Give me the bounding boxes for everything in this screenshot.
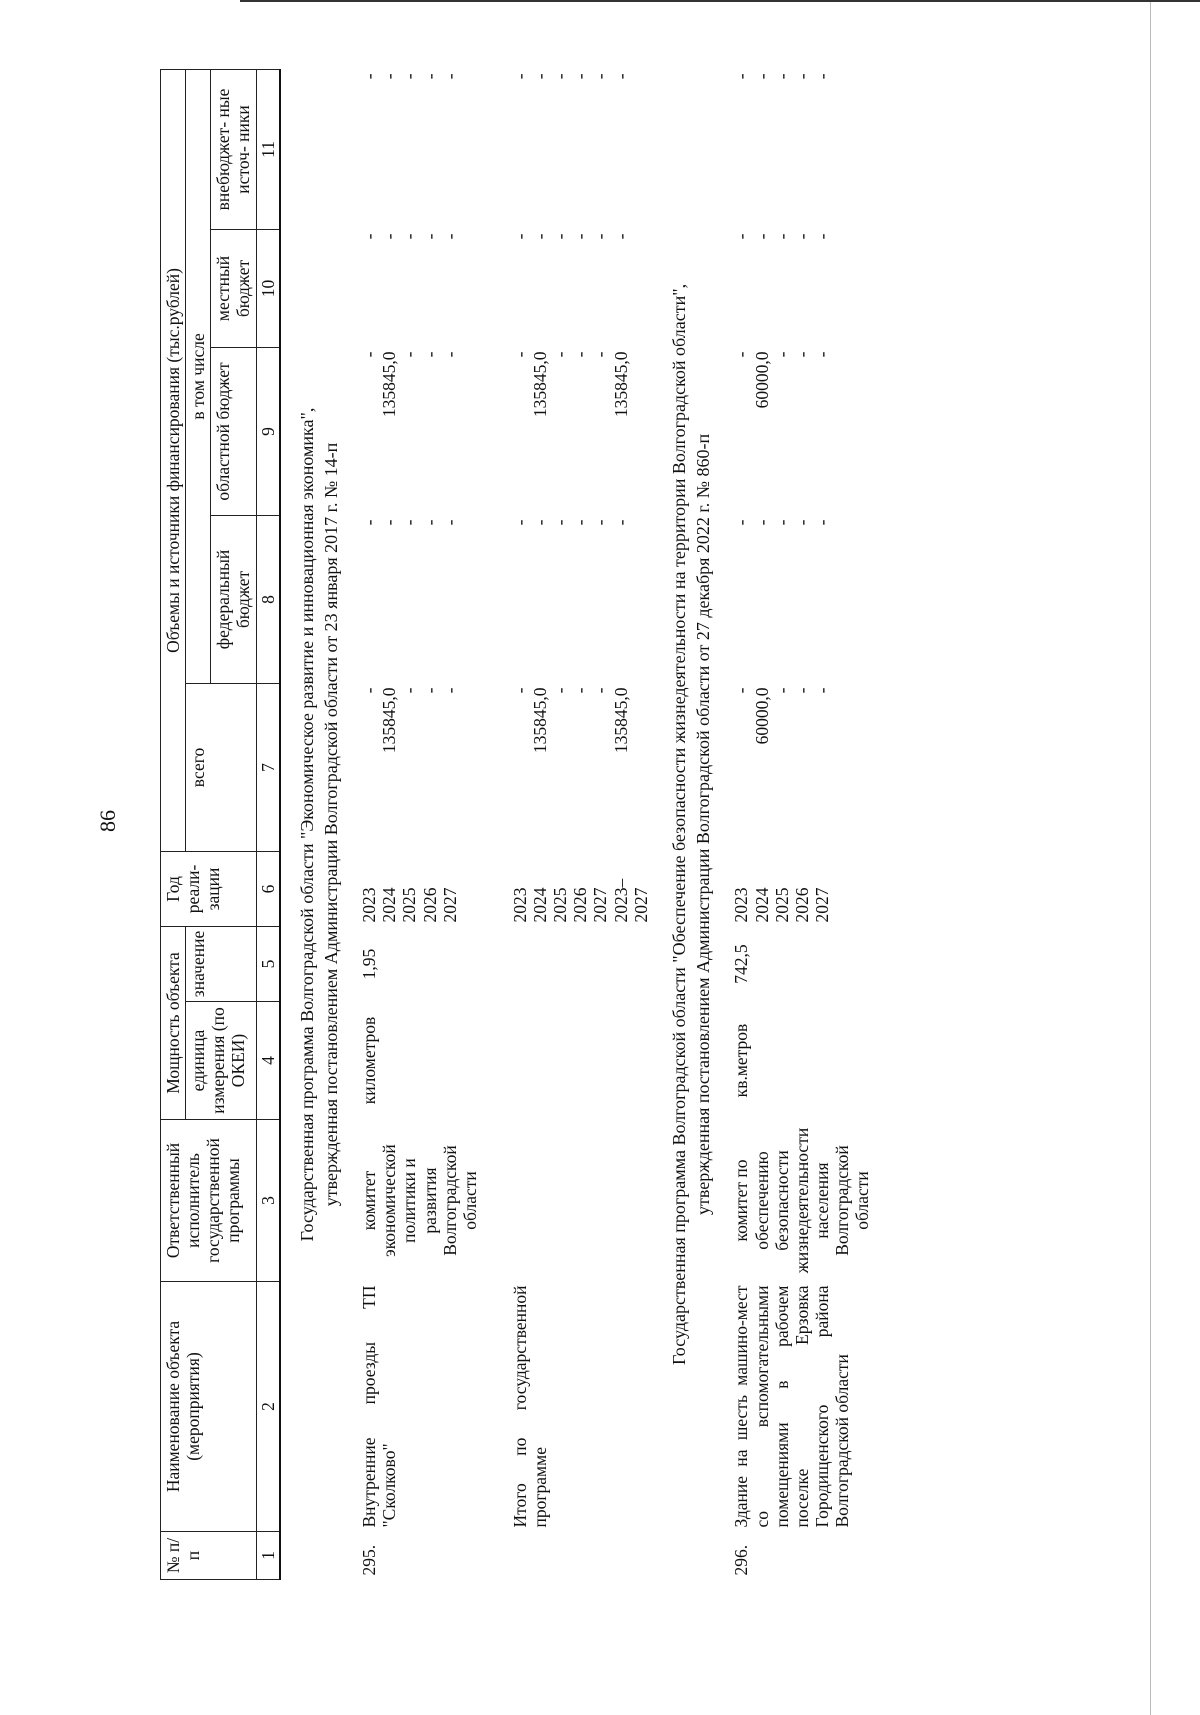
header-including: в том числе — [186, 69, 211, 683]
object-capacity-value: 1,95 — [359, 948, 380, 980]
object-executor: комитет экономической политики и развития Волгоградской области — [359, 1144, 480, 1257]
object-years: 2023 2024 2025 2026 2027 — [359, 887, 460, 923]
table-row — [357, 69, 482, 1579]
col-number: 4 — [256, 1002, 280, 1120]
col-number: 6 — [256, 851, 280, 926]
col-number: 1 — [256, 1532, 280, 1580]
object-local: - - - - - — [359, 233, 460, 240]
header-value: значение — [186, 926, 256, 1001]
subtotal-years: 2023 2024 2025 2026 2027 2023– 2027 — [509, 878, 651, 923]
object-name: Здание на шесть машино-мест со вспомогательными помещениями в рабочем поселке Ерзовка Городищенского района Волгоградской области — [731, 1285, 853, 1528]
header-unit: единица измерения (по ОКЕИ) — [186, 1002, 256, 1120]
subtotal-regional: - 135845,0 - - - 135845,0 — [509, 351, 631, 418]
header-no: № п/п — [161, 1532, 257, 1580]
subtotal-total: - 135845,0 - - - 135845,0 — [509, 687, 631, 754]
investment-objects-table — [160, 69, 874, 1580]
header-federal: федеральный бюджет — [211, 515, 256, 683]
section-title-row — [280, 69, 358, 1579]
table-row-subtotal — [482, 69, 653, 1579]
subtotal-local: - - - - - - — [509, 233, 631, 240]
subtotal-label: Итого по государственной программе — [509, 1285, 551, 1528]
rotated-table-container — [160, 70, 1045, 1580]
object-capacity-value: 742,5 — [731, 944, 752, 984]
object-total: - 135845,0 - - - — [359, 687, 460, 754]
object-unit: километров — [359, 1016, 380, 1105]
header-executor: Ответственный исполнитель государственной программы — [161, 1120, 257, 1282]
col-number: 11 — [256, 69, 280, 229]
page-number: 86 — [95, 810, 120, 832]
column-number-row — [256, 69, 280, 1579]
col-number: 3 — [256, 1120, 280, 1282]
header-capacity: Мощность объекта — [161, 926, 186, 1119]
subtotal-federal: - - - - - - — [509, 519, 631, 526]
header-total: всего — [186, 683, 256, 851]
header-year: Год реали- зации — [161, 851, 257, 926]
section-title: Государственная программа Волгоградской области "Экономическое развитие и инновационная экономика", утвержденная постановлением Администрации Волгоградской области от 23 января 2017 г. № 14-п — [296, 407, 341, 1242]
section-title: Государственная программа Волгоградской области "Обеспечение безопасности жизнедеятельности на территории Волгоградской области", утвержденная постановлением Администрации Волгоградской области от 27 декабря 2022 г. № 860-п — [668, 283, 714, 1366]
object-name: Внутренние проезды ТП "Сколково" — [359, 1285, 400, 1528]
page-margin-line — [1150, 0, 1151, 1715]
object-extra: - - - - - — [359, 73, 460, 80]
object-local: - - - - - — [731, 233, 832, 240]
header-local: местный бюджет — [211, 229, 256, 347]
object-number: 295. — [359, 1544, 380, 1576]
object-federal: - - - - - — [359, 519, 460, 526]
header-extra: внебюджет- ные источ- ники — [211, 69, 256, 229]
object-extra: - - - - - — [731, 73, 832, 80]
object-unit: кв.метров — [731, 1023, 752, 1098]
object-number: 296. — [731, 1544, 752, 1576]
subtotal-extra: - - - - - - — [509, 73, 631, 80]
object-federal: - - - - - — [731, 519, 832, 526]
header-name: Наименование объекта (мероприятия) — [161, 1282, 257, 1532]
object-regional: - 60000,0 - - - — [731, 351, 832, 409]
object-executor: комитет по обеспечению безопасности жизнедеятельности населения Волгоградской области — [731, 1127, 873, 1274]
col-number: 2 — [256, 1282, 280, 1532]
table-row — [729, 69, 874, 1579]
header-volumes: Объемы и источники финансирования (тыс.рублей) — [161, 69, 186, 851]
object-total: - 60000,0 - - - — [731, 687, 832, 745]
header-regional: областной бюджет — [211, 347, 256, 515]
col-number: 8 — [256, 515, 280, 683]
scan-edge-line — [240, 0, 1200, 2]
section-title-row — [653, 69, 730, 1579]
col-number: 10 — [256, 229, 280, 347]
col-number: 9 — [256, 347, 280, 515]
object-years: 2023 2024 2025 2026 2027 — [731, 887, 832, 923]
col-number: 5 — [256, 926, 280, 1001]
object-regional: - 135845,0 - - - — [359, 351, 460, 418]
col-number: 7 — [256, 683, 280, 851]
